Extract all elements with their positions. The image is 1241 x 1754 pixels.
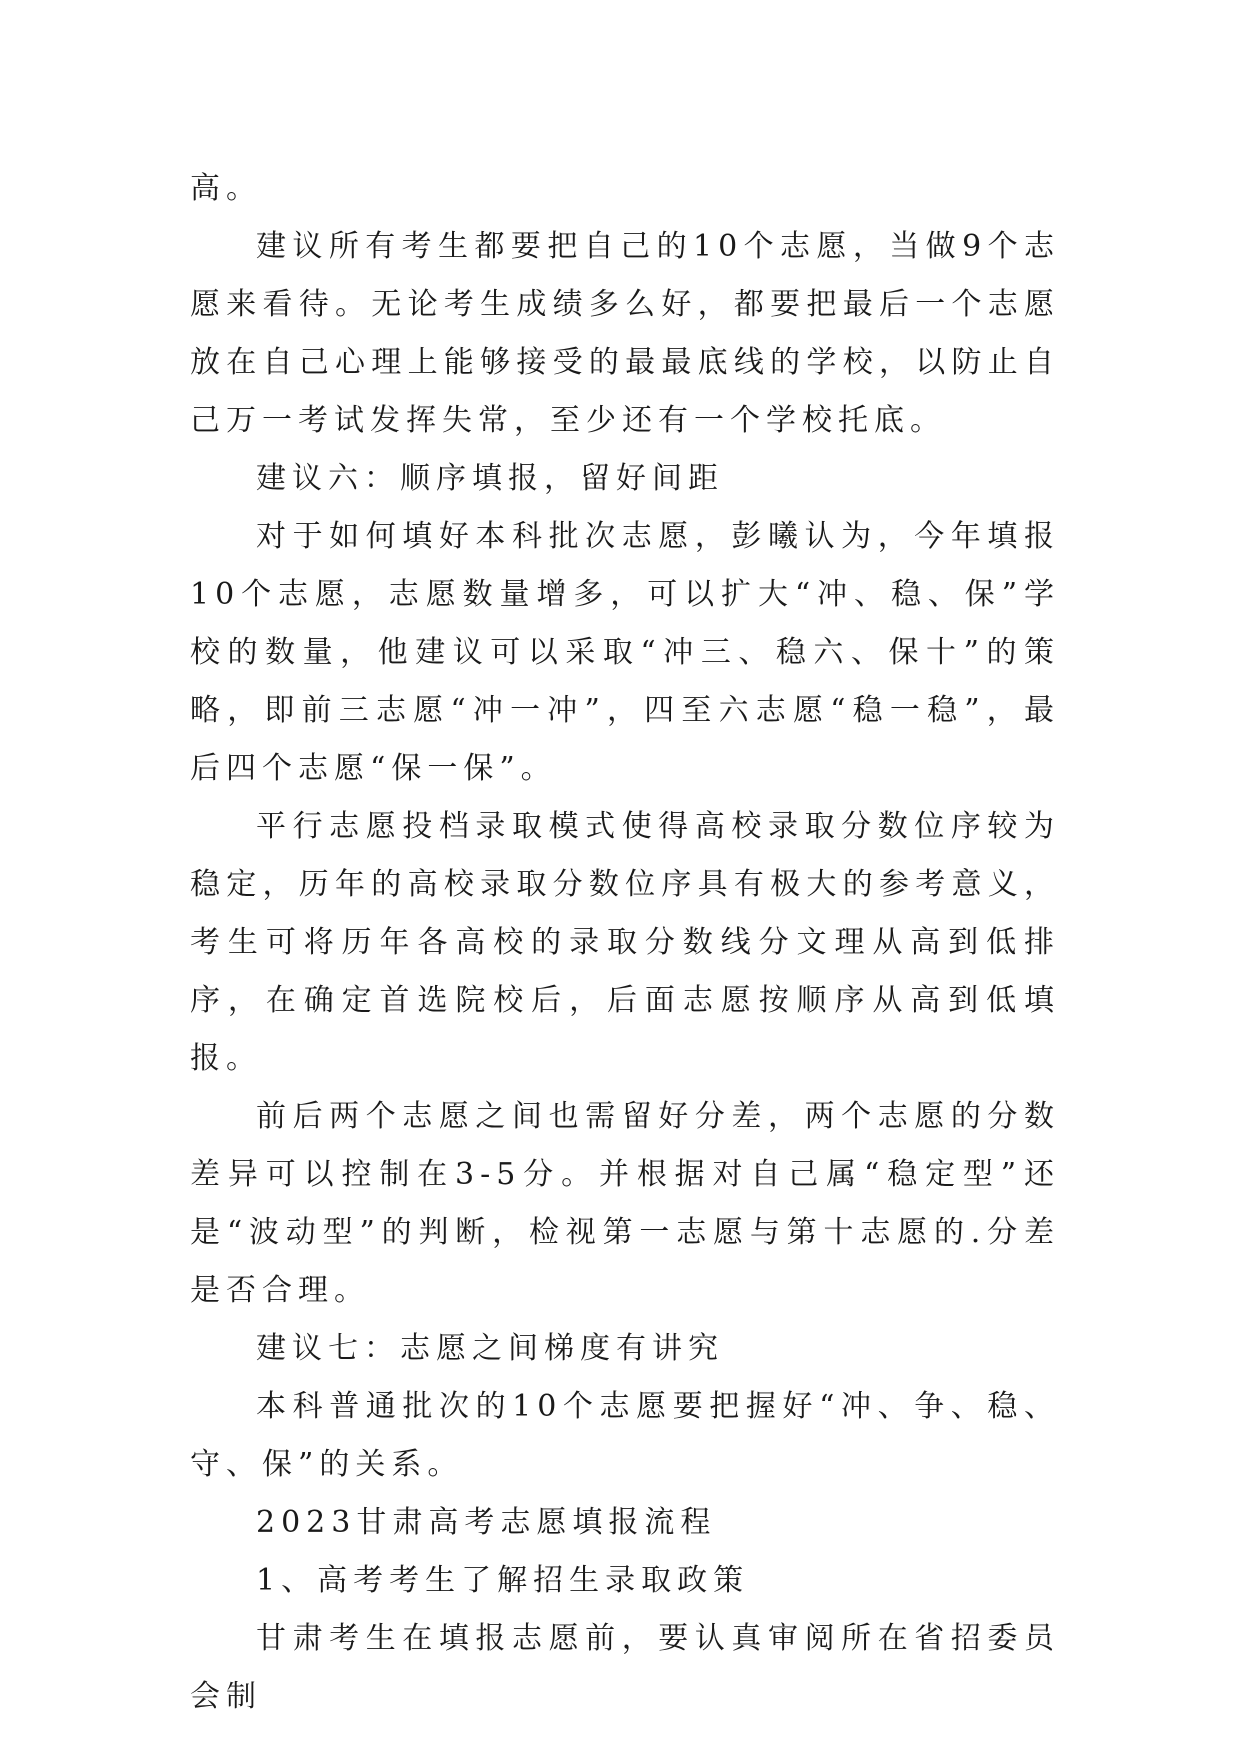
paragraph-continuation: 高。 [190, 171, 262, 206]
paragraph-score-gap: 前后两个志愿之间也需留好分差，两个志愿的分数差异可以控制在3-5分。并根据对自己属“稳定型”还是“波动型”的判断，检视第一志愿与第十志愿的.分差是否合理。 [190, 1099, 1060, 1308]
paragraph-advice-ten-choices: 建议所有考生都要把自己的10个志愿，当做9个志愿来看待。无论考生成绩多么好，都要把最后一个志愿放在自己心理上能够接受的最最底线的学校，以防止自己万一考试发挥失常，至少还有一个学校托底。 [190, 229, 1060, 438]
heading-gansu-process: 2023甘肃高考志愿填报流程 [256, 1505, 717, 1540]
paragraph-gradient-relation: 本科普通批次的10个志愿要把握好“冲、争、稳、守、保”的关系。 [190, 1389, 1060, 1482]
heading-step-one: 1、高考考生了解招生录取政策 [256, 1563, 750, 1598]
paragraph-undergrad-strategy: 对于如何填好本科批次志愿，彭曦认为，今年填报10个志愿，志愿数量增多，可以扩大“冲、稳、保”学校的数量，他建议可以采取“冲三、稳六、保十”的策略，即前三志愿“冲一冲”，四至六志愿“稳一稳”，最后四个志愿“保一保”。 [190, 519, 1060, 786]
document-body [190, 160, 1060, 1726]
paragraph-parallel-admission: 平行志愿投档录取模式使得高校录取分数位序较为稳定，历年的高校录取分数位序具有极大的参考意义，考生可将历年各高校的录取分数线分文理从高到低排序，在确定首选院校后，后面志愿按顺序从高到低填报。 [190, 809, 1060, 1076]
heading-advice-seven: 建议七：志愿之间梯度有讲究 [256, 1331, 724, 1366]
paragraph-review-policy: 甘肃考生在填报志愿前，要认真审阅所在省招委员会制 [190, 1621, 1060, 1714]
heading-advice-six: 建议六：顺序填报，留好间距 [256, 461, 724, 496]
